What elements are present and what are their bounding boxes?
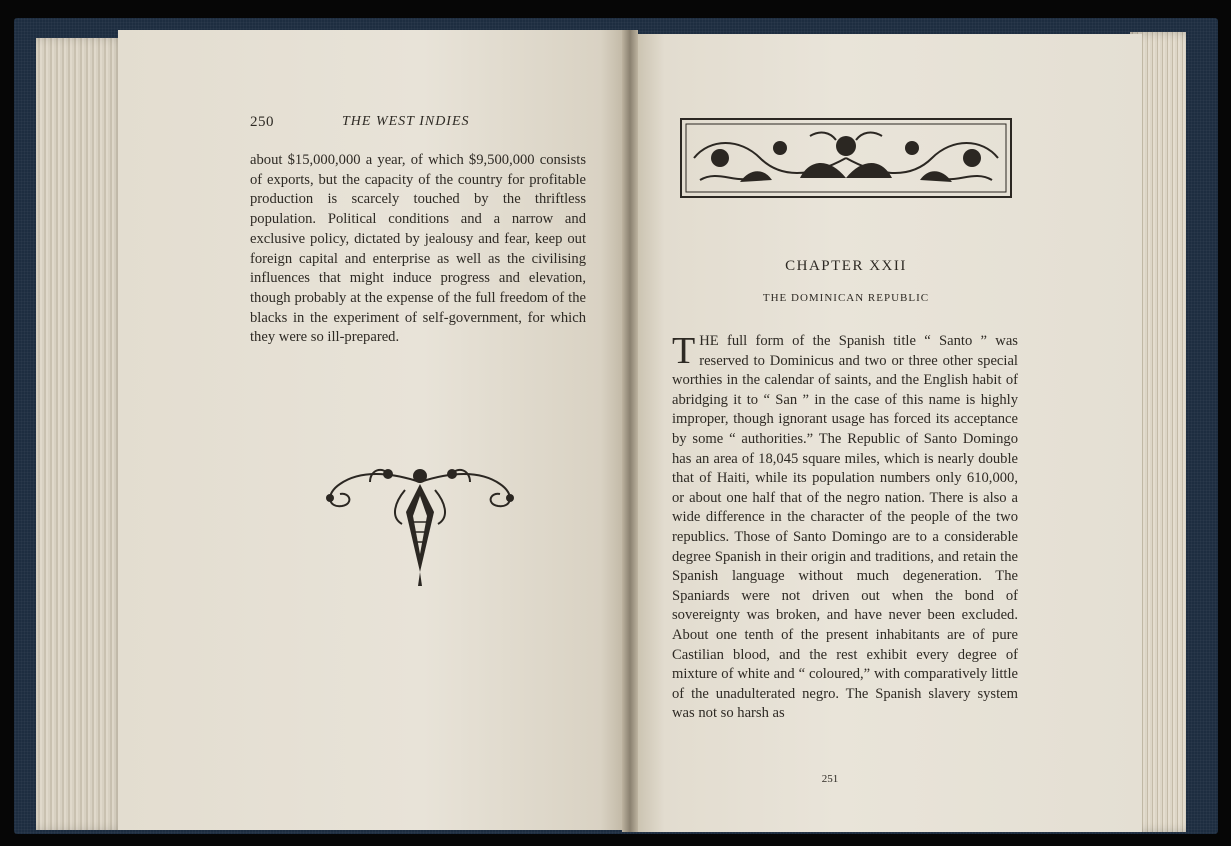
left-page <box>118 30 626 830</box>
right-page-text <box>672 332 1018 724</box>
chapter-title: CHAPTER XXII <box>785 258 907 274</box>
fleuron-ornament-icon <box>310 462 530 588</box>
left-page-edges <box>36 38 126 830</box>
decorative-headpiece-icon <box>680 118 1012 198</box>
right-paragraph-body: HE full form of the Spanish title “ Santo ” was reserved to Dominicus and two or three other special worthies in the calendar of saints, and the English habit of abridging it to “ San ” in the case of this name is highly improper, though ignorant usage has forced its acceptance by some “ authorities.” The Republic of Santo Domingo has an area of 18,045 square miles, which is nearly double that of Haiti, while its population numbers only 610,000, or about one half that of the negro nation. There is also a wide difference in the character of the people of the two republics. Those of Santo Domingo are to a considerable degree Spanish in their origin and traditions, and retain the Spanish language without much degeneration. The Spaniards were not driven out when the bond of sovereignty was broken, and have never been excluded. About one tenth of the present inhabitants are of pure Castilian blood, and the rest exhibit every degree of mixture of white and “ coloured,” with comparatively little of the unadulterated negro. The Spanish slavery system was not so harsh as <box>672 333 1018 722</box>
running-title: THE WEST INDIES <box>342 114 470 129</box>
folio-page-number: 251 <box>821 773 839 785</box>
right-paragraph <box>672 332 1018 724</box>
book-gutter <box>622 30 638 832</box>
chapter-subtitle: THE DOMINICAN REPUBLIC <box>762 292 930 304</box>
drop-cap: T <box>672 330 696 372</box>
left-paragraph: about $15,000,000 a year, of which $9,500,000 consists of exports, but the capacity of the country for profitable production is scarcely touched by the thriftless population. Political conditions and a narrow and exclusive policy, dictated by jealousy and fear, keep out foreign capital and enterprise as well as the civilising influences that might induce progress and elevation, though probably at the expense of the full freedom of the blacks in the experiment of self-government, for which they were so ill-prepared. <box>250 152 586 346</box>
running-head <box>250 114 600 136</box>
page-number: 250 <box>250 114 274 130</box>
left-page-text <box>250 151 586 348</box>
